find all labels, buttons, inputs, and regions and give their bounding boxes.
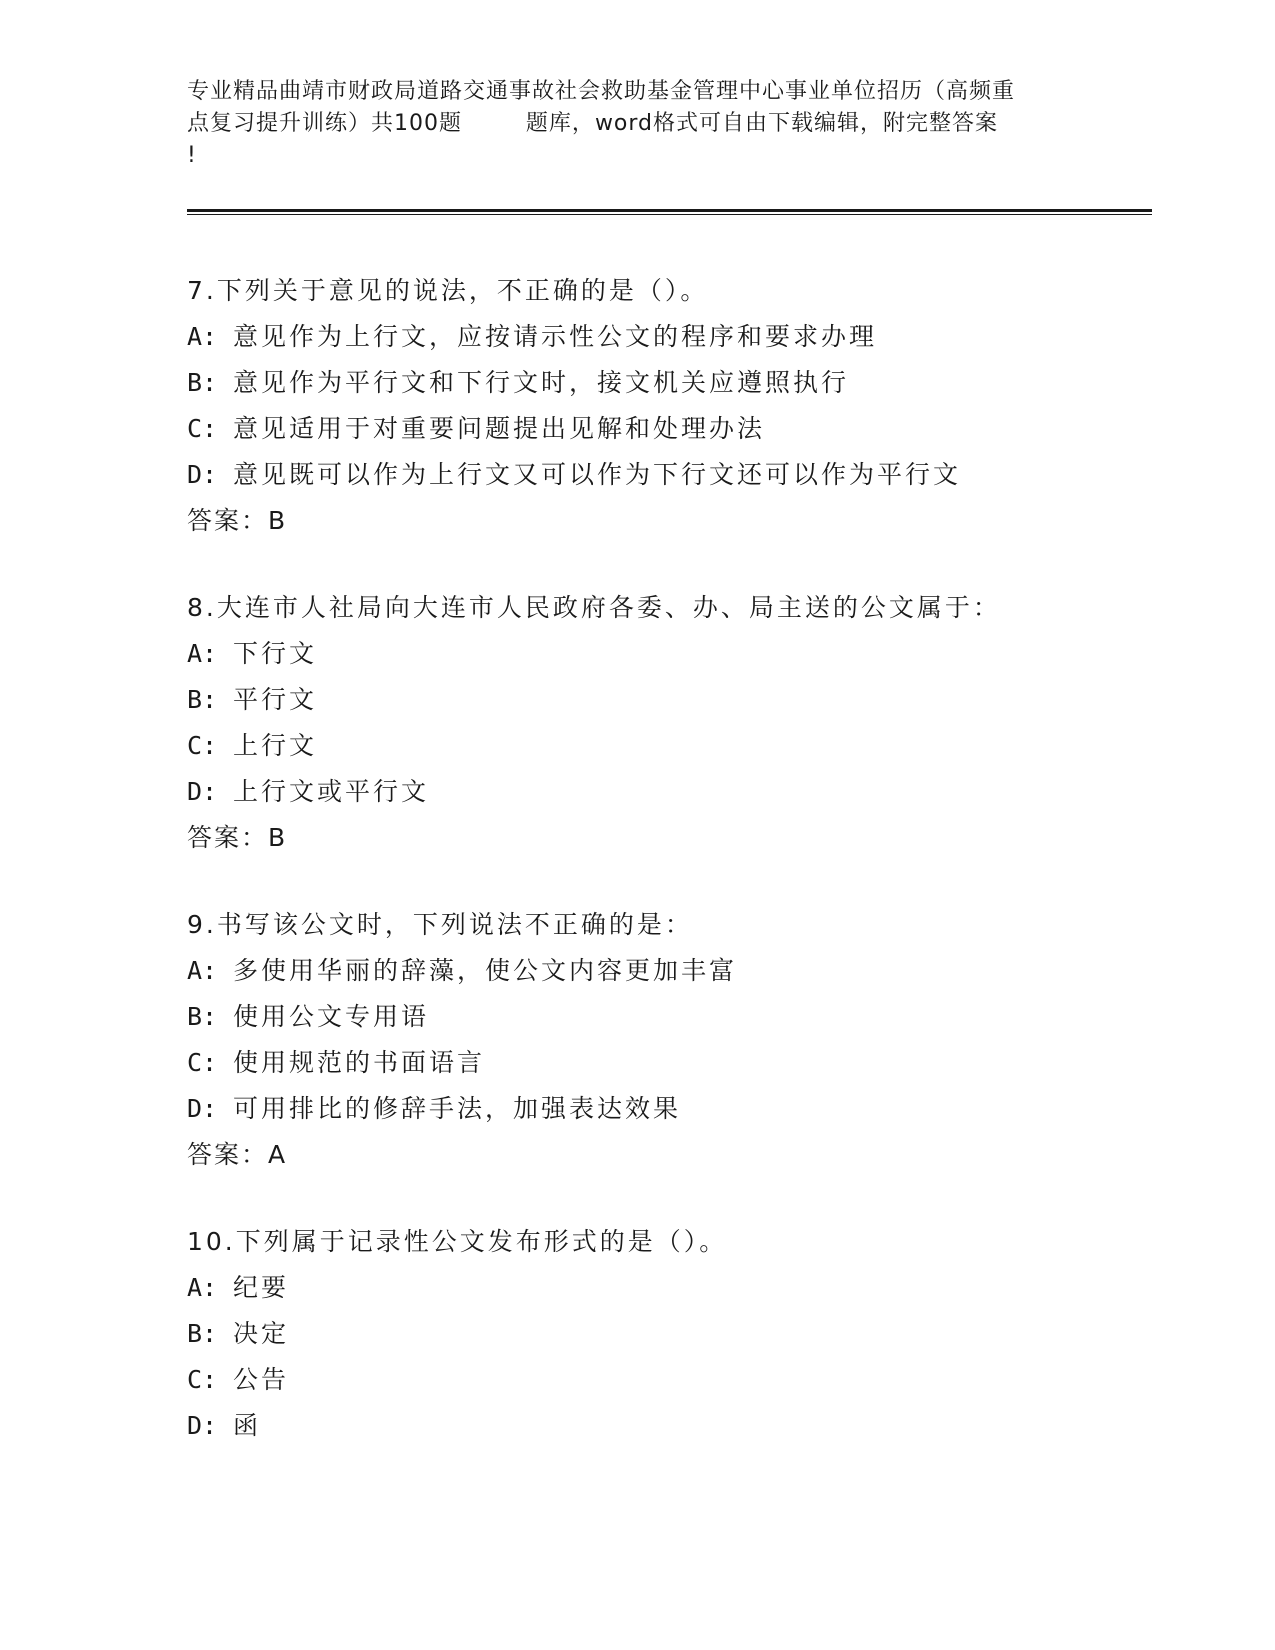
option-letter: B:	[187, 368, 218, 397]
option-b	[187, 1311, 1147, 1357]
option-b	[187, 360, 1147, 406]
option-d	[187, 769, 1147, 815]
question-8	[187, 585, 1147, 861]
answer-line: 答案：A	[187, 1140, 288, 1169]
option-c	[187, 1357, 1147, 1403]
question-text: 8.大连市人社局向大连市人民政府各委、办、局主送的公文属于：	[187, 593, 1001, 622]
option-text: 意见作为平行文和下行文时，接文机关应遵照执行	[233, 368, 850, 397]
header-divider-thin	[187, 214, 1152, 215]
option-letter: D:	[187, 777, 218, 806]
option-text: 使用公文专用语	[233, 1002, 430, 1031]
option-text: 上行文或平行文	[233, 777, 430, 806]
option-text: 决定	[233, 1319, 290, 1348]
option-text: 下行文	[233, 639, 318, 668]
option-d	[187, 452, 1147, 498]
option-text: 函	[233, 1411, 262, 1440]
option-letter: C:	[187, 1048, 218, 1077]
option-letter: B:	[187, 685, 218, 714]
option-text: 意见作为上行文，应按请示性公文的程序和要求办理	[233, 322, 878, 351]
option-text: 公告	[233, 1365, 290, 1394]
option-text: 可用排比的修辞手法，加强表达效果	[233, 1094, 682, 1123]
question-list	[187, 268, 1147, 1490]
document-header	[187, 76, 1087, 172]
option-c	[187, 1040, 1147, 1086]
header-line-3: !	[187, 143, 197, 168]
question-text: 10.下列属于记录性公文发布形式的是（）。	[187, 1227, 728, 1256]
question-text: 9.书写该公文时，下列说法不正确的是：	[187, 910, 693, 939]
option-text: 意见既可以作为上行文又可以作为下行文还可以作为平行文	[233, 460, 962, 489]
option-d	[187, 1086, 1147, 1132]
option-letter: D:	[187, 1411, 218, 1440]
option-text: 意见适用于对重要问题提出见解和处理办法	[233, 414, 766, 443]
option-letter: C:	[187, 414, 218, 443]
option-text: 使用规范的书面语言	[233, 1048, 486, 1077]
option-b	[187, 677, 1147, 723]
option-letter: A:	[187, 1273, 218, 1302]
answer-line: 答案：B	[187, 823, 288, 852]
option-text: 多使用华丽的辞藻，使公文内容更加丰富	[233, 956, 738, 985]
question-10	[187, 1219, 1147, 1449]
option-c	[187, 723, 1147, 769]
question-9	[187, 902, 1147, 1178]
question-7	[187, 268, 1147, 544]
option-b	[187, 994, 1147, 1040]
option-letter: B:	[187, 1319, 218, 1348]
header-divider-thick	[187, 209, 1152, 212]
option-a	[187, 948, 1147, 994]
answer-line: 答案：B	[187, 506, 288, 535]
option-c	[187, 406, 1147, 452]
option-letter: D:	[187, 460, 218, 489]
option-letter: A:	[187, 956, 218, 985]
option-a	[187, 631, 1147, 677]
option-letter: D:	[187, 1094, 218, 1123]
option-d	[187, 1403, 1147, 1449]
option-letter: A:	[187, 639, 218, 668]
option-text: 纪要	[233, 1273, 290, 1302]
option-letter: C:	[187, 731, 218, 760]
option-letter: B:	[187, 1002, 218, 1031]
header-line-1: 专业精品曲靖市财政局道路交通事故社会救助基金管理中心事业单位招历（高频重	[187, 79, 1016, 104]
header-line-2: 点复习提升训练）共100题 题库，word格式可自由下载编辑，附完整答案	[187, 111, 999, 136]
option-text: 平行文	[233, 685, 318, 714]
option-text: 上行文	[233, 731, 318, 760]
option-letter: A:	[187, 322, 218, 351]
option-a	[187, 314, 1147, 360]
option-a	[187, 1265, 1147, 1311]
option-letter: C:	[187, 1365, 218, 1394]
question-text: 7.下列关于意见的说法，不正确的是（）。	[187, 276, 709, 305]
